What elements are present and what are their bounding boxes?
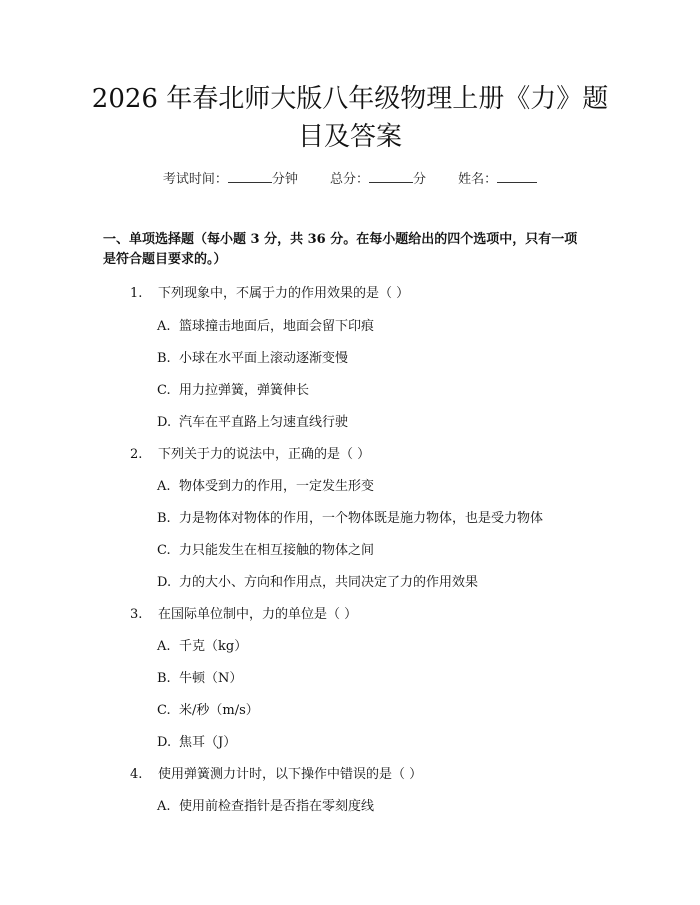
score-blank (369, 170, 413, 183)
question-3: 3. 在国际单位制中，力的单位是（ ） (130, 607, 358, 622)
question-3-option-c: C. 米/秒（m/s） (157, 703, 259, 718)
question-1-option-a: A. 篮球撞击地面后，地面会留下印痕 (157, 319, 375, 334)
page-title (70, 80, 630, 156)
question-2-option-b: B. 力是物体对物体的作用，一个物体既是施力物体，也是受力物体 (157, 511, 544, 526)
title-line-2: 目及答案 (297, 122, 402, 152)
title-line-1: 2026 年春北师大版八年级物理上册《力》题 (91, 84, 609, 114)
question-3-option-a: A. 千克（kg） (157, 639, 248, 654)
name-blank (497, 170, 537, 183)
exam-meta (0, 168, 700, 187)
question-1-option-d: D. 汽车在平直路上匀速直线行驶 (157, 415, 349, 430)
section-heading: 一、单项选择题（每小题 3 分，共 36 分。在每小题给出的四个选项中，只有一项 是符合题目要求的。） (103, 232, 578, 267)
question-2-option-d: D. 力的大小、方向和作用点，共同决定了力的作用效果 (157, 575, 479, 590)
question-1-option-c: C. 用力拉弹簧，弹簧伸长 (157, 383, 310, 398)
exam-score: 总分： 分 (329, 172, 427, 187)
question-1-option-b: B. 小球在水平面上滚动逐渐变慢 (157, 351, 349, 366)
question-2-option-a: A. 物体受到力的作用，一定发生形变 (157, 479, 375, 494)
exam-name: 姓名： (458, 168, 537, 187)
question-3-option-d: D. 焦耳（J） (157, 735, 237, 750)
question-2-option-c: C. 力只能发生在相互接触的物体之间 (157, 543, 375, 558)
question-4: 4. 使用弹簧测力计时，以下操作中错误的是（ ） (130, 767, 423, 782)
question-2: 2. 下列关于力的说法中，正确的是（ ） (130, 447, 371, 462)
question-4-option-a: A. 使用前检查指针是否指在零刻度线 (157, 799, 375, 814)
question-1: 1. 下列现象中，不属于力的作用效果的是（ ） (130, 286, 410, 301)
time-blank (228, 170, 272, 183)
exam-time: 考试时间： 分钟 (162, 172, 298, 187)
question-3-option-b: B. 牛顿（N） (157, 671, 243, 686)
